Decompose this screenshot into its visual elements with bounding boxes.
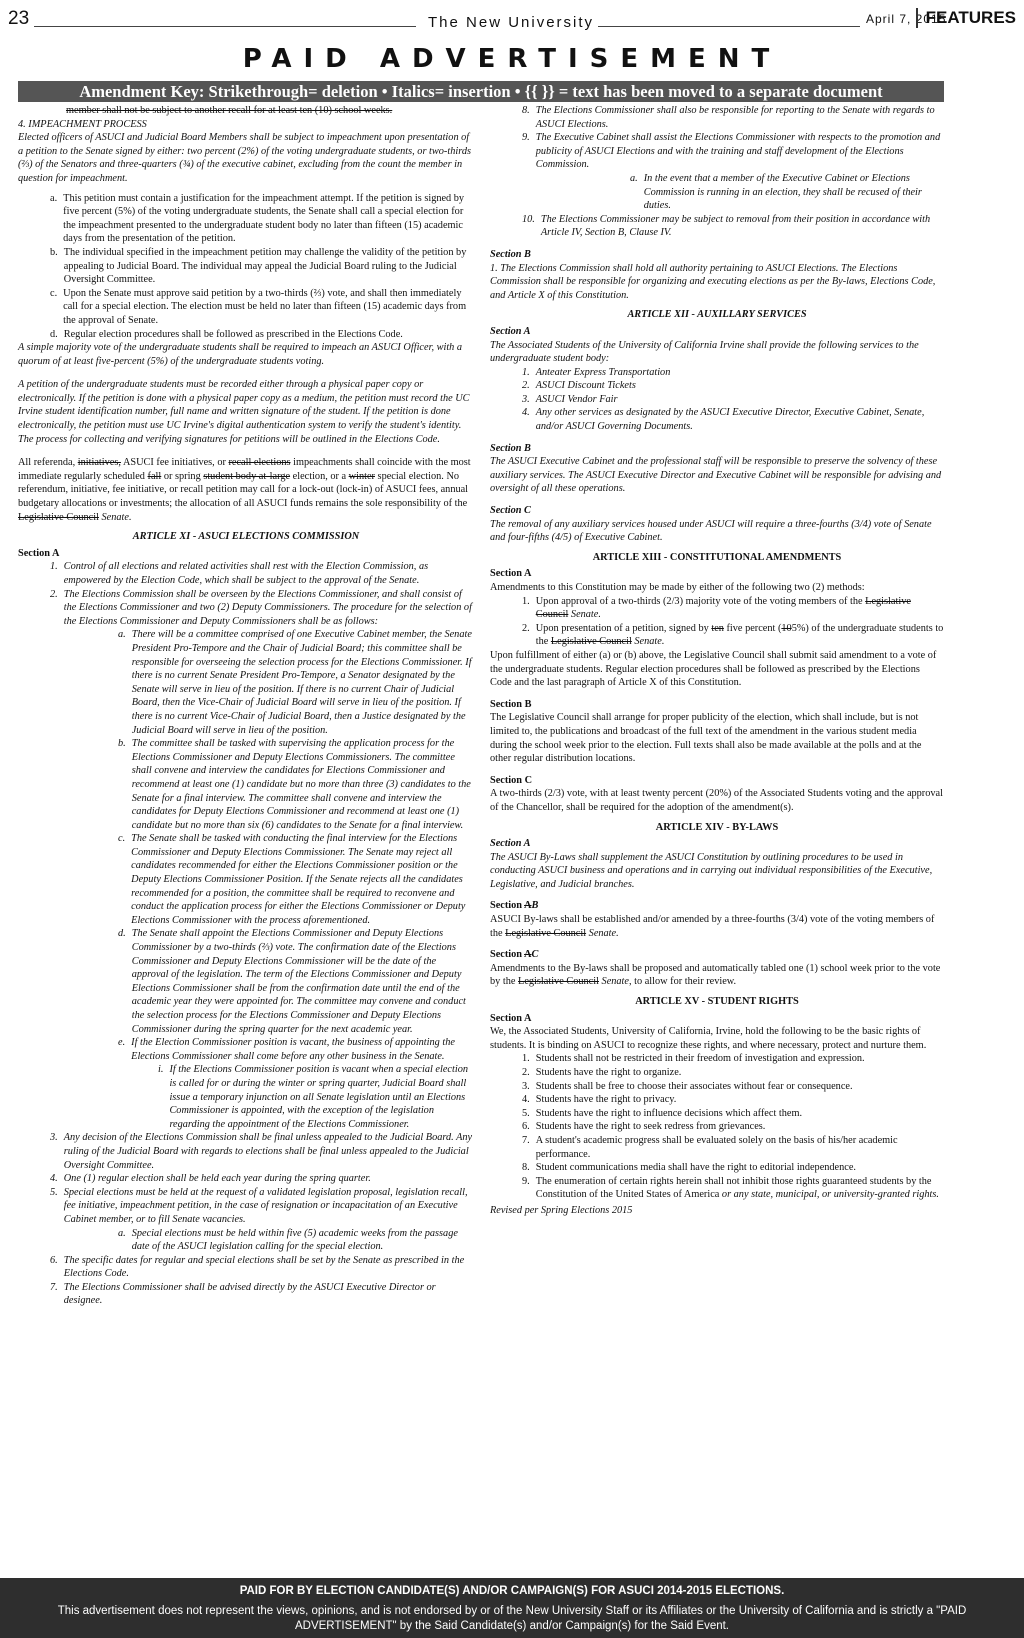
issue-date: April 7, 2015 [866, 12, 947, 26]
list-text: If the Election Commissioner position is vacant, the business of appointing the Elections Commissioner shall come before any other business in the Senate. [131, 1037, 455, 1062]
list-item [18, 1186, 474, 1227]
paid-footer [0, 1578, 1024, 1638]
list-number: 1. [522, 366, 530, 378]
list-item [490, 1161, 944, 1175]
list-text: Upon the Senate must approve said petition by a two-thirds (⅔) vote, and shall then immediately call for a special election. The election must be held no later than fifteen (15) academic days from the approval of Senate. [63, 287, 467, 326]
inserted-text: Senate. [98, 511, 132, 523]
list-text: The Elections Commissioner shall be advised directly by the ASUCI Executive Director or designee. [63, 1281, 436, 1307]
paper-name: The New University [428, 14, 595, 31]
deleted-text: A [524, 900, 532, 912]
article-xiii-section-a-text: Amendments to this Constitution may be made by either of the following two (2) methods: [490, 582, 865, 593]
deleted-text: initiatives, [77, 457, 121, 469]
deleted-text: Legislative Council [535, 595, 911, 621]
inserted-text: Senate [598, 976, 629, 988]
revised-note: Revised per Spring Elections 2015 [490, 1204, 633, 1216]
list-number: 4. [50, 1173, 58, 1185]
list-number: 9. [522, 132, 530, 144]
list-item [490, 1175, 944, 1202]
list-item [18, 737, 474, 832]
list-number: 5. [50, 1186, 58, 1198]
text-run: Upon approval of a two-thirds (2/3) majority vote of the voting members of the [535, 595, 866, 607]
list-text: Anteater Express Transportation [535, 366, 671, 378]
list-number: 4. [522, 407, 530, 419]
list-text: This petition must contain a justification for the impeachment attempt. If the petition is signed by five percent (5%) of the voting undergraduate students, the Senate shall call a special election for the impeachment presented to the undergraduate student body no later than fifteen (15) academic days from the presentation of the petition. [63, 192, 465, 245]
list-text: Special elections must be held within five (5) academic weeks from the passage date of the ASUCI legislation calling for the special election. [131, 1227, 458, 1253]
list-number: 1. [522, 595, 530, 607]
article-xiv-section-b-text [490, 913, 944, 940]
list-item [490, 131, 944, 172]
list-number: 2. [522, 622, 530, 634]
list-number: 10. [522, 213, 535, 225]
inserted-text: B [531, 900, 539, 912]
article-xiii-section-b-text: The Legislative Council shall arrange for proper publicity of the election, which shall include, but is not limited to, the publications and broadcast of the full text of the amendment in the various student media during the school week prior to the election. Full texts shall also be made available at the polls and at the other regular distribution locations. [490, 712, 922, 765]
list-number: d. [118, 928, 126, 940]
list-item [18, 560, 474, 587]
list-text: A student's academic progress shall be evaluated solely on the basis of his/her academic performance. [535, 1134, 898, 1160]
deleted-text: fall [147, 470, 162, 482]
text-run: 5%) of the undergraduate students to the [535, 622, 944, 648]
header-rule-right [598, 26, 860, 27]
section-b-label: Section B [490, 248, 531, 260]
list-number: 3. [522, 393, 530, 405]
deleted-text: ten [711, 622, 724, 634]
list-text: The Senate shall appoint the Elections Commissioner and Deputy Elections Commissioner by a two-thirds (⅔) vote. The confirmation date of the Elections Commissioner and Deputy Elections Commissioner will be the date of the approval of the legislation. The term of the Elections Commissioner and Deputy Elections Commissioner shall be from the confirmation date until the end of the academic year they were appointed for. The committee may convene and conduct the selection process for the Elections Commissioner and Deputy Elections Commissioner during the spring quarter for the next academic year. [131, 928, 466, 1035]
list-item [490, 104, 944, 131]
list-number: 3. [50, 1132, 58, 1144]
list-number: i. [158, 1064, 164, 1076]
list-text [536, 1175, 944, 1202]
list-text: Regular election procedures shall be followed as prescribed in the Elections Code. [63, 328, 403, 340]
list-number: 1. [50, 561, 58, 573]
article-xv-section-a-text: We, the Associated Students, University of California, Irvine, hold the following to be the basic rights of students. It is binding on ASUCI to recognize these rights, and where necessary, protect and nurture them. [490, 1026, 927, 1051]
list-text: Student communications media shall have the right to editorial independence. [535, 1162, 856, 1174]
list-item [490, 213, 944, 240]
list-text: The Senate shall be tasked with conducting the final interview for the Elections Commissioner and Deputy Elections Commissioner. The Senate may reject all candidates recommended for either the Elections Commissioner position or the Deputy Elections Commissioner Position. If the Senate rejects all the candidates recommended for a position, the committee shall be required to reconvene and conduct the application process for either the Elections Commissioner or Deputy Elections Commissioner with the process aforementioned. [131, 833, 466, 926]
deleted-text: recall elections [228, 457, 291, 469]
deleted-text: A [524, 949, 532, 961]
list-text: If the Elections Commissioner position is vacant when a special election is called for or during the winter or spring quarter, Judicial Board shall issue a temporary injunction on all Senate legislation until an Elections Commissioner is appointed, with the exception of the legislation regarding the appointment of the Elections Commissioner. [169, 1064, 469, 1130]
list-item [490, 1080, 944, 1094]
list-number: c. [50, 287, 58, 299]
list-text: The Elections Commission shall be overseen by the Elections Commissioner, and shall consist of the Elections Commissioner and two (2) Deputy Commissioners. The procedure for the selection of the Elections Commissioner and Deputy Commissioners shall be as follows: [63, 588, 472, 627]
ad-title: PAID ADVERTISEMENT [242, 44, 782, 74]
list-text: There will be a committee comprised of one Executive Cabinet member, the Senate President Pro-Tempore and the Chair of Judicial Board; this committee shall be responsible for overseeing the selection process for the Elections Commissioner. If there is no current Senate President Pro-Tempore, a Senator designated by the Senate will serve in lieu of the position. If there is no current Chair of Judicial Board, then the Vice-Chair of Judicial Board will serve in lieu of the position. If there is no current Vice-Chair of Judicial Board, then a Justice designated by the Judicial Board will serve in lieu of the position. [131, 629, 472, 736]
list-number: a. [630, 172, 638, 184]
article-xii-section-c: Section C [490, 505, 531, 517]
impeach-list [18, 192, 474, 342]
inserted-text: or any state, municipal, or university-granted rights. [719, 1189, 939, 1201]
page-header [8, 8, 1016, 34]
list-text: ASUCI Discount Tickets [535, 380, 636, 392]
text-run: All referenda, [18, 457, 78, 469]
list-item [490, 1120, 944, 1134]
list-item [18, 628, 474, 737]
list-number: d. [50, 328, 58, 340]
petition-para: A petition of the undergraduate students must be recorded either through a physical paper copy or electronically. If the petition is done with a physical paper copy as a medium, the petition must record the UC Irvine student identification number, full name and written signature of the student. If the petition is done electronically, the petition must use UC Irvine's digital authentication system to verify the student's identity. The process for collecting and verifying signatures for petitions will be outlined in the Elections Code. [18, 379, 470, 445]
list-text: The Elections Commissioner shall also be responsible for reporting to the Senate with regards to ASUCI Elections. [535, 105, 935, 130]
list-item [490, 1066, 944, 1080]
list-item [490, 406, 944, 433]
right-column [490, 104, 944, 1218]
section-b-text: 1. The Elections Commission shall hold all authority pertaining to ASUCI Elections. The Elections Commission shall be responsible for organizing and executing elections as per the By-laws, Elections Code, and Article X of this Constitution. [490, 262, 936, 301]
list-number: a. [118, 629, 126, 641]
article-xiii-section-c-text: A two-thirds (2/3) vote, with at least twenty percent (20%) of the Associated Students voting and the approval of the Chancellor, shall be required for the adoption of the amendment(s). [490, 788, 943, 813]
list-item [490, 1052, 944, 1066]
list-item [18, 1281, 474, 1308]
rights-list [490, 1052, 944, 1174]
list-item [490, 1093, 944, 1107]
text-run: special election. No referendum, initiative, fee initiative, or recall petition may call for a lock-out (lock-in) of ASUCI fees, annual budgetary allocations or investments; the allocation of all ASUCI funds remains the sole responsibility of the [18, 470, 469, 510]
list-number: 1. [522, 1053, 530, 1065]
text-run: or spring [161, 470, 204, 482]
article-xi-section-a: Section A [18, 547, 60, 559]
list-text: Students have the right to organize. [535, 1067, 682, 1078]
list-text: ASUCI Vendor Fair [535, 393, 618, 405]
list-number: a. [50, 192, 58, 204]
list-item [18, 246, 474, 287]
deleted-text: Legislative Council [518, 976, 599, 988]
deleted-text: Legislative Council [18, 511, 99, 523]
list-number: 8. [522, 1162, 530, 1174]
footer-disclaimer: This advertisement does not represent the views, opinions, and is not endorsed by or of the New University Staff or its Affiliates or the University of California and is strictly a "PAID ADVERTISEMENT" by the Said Candidate(s) and/or Campaign(s) for the Said Event. [57, 1605, 967, 1632]
text-run: ASUCI By-laws shall be established and/or amended by a three-fourths (3/4) vote of the voting members of the [490, 914, 935, 939]
left-column [18, 104, 474, 1308]
list-text: Control of all elections and related activities shall rest with the Election Commission, as empowered by the Election Code, which shall be subject to the approval of the Senate. [63, 561, 429, 586]
article-xii-section-c-text: The removal of any auxiliary services housed under ASUCI will require a three-fourths (3/4) vote of Senate and four-fifths (4/5) of Executive Cabinet. [490, 518, 932, 544]
list-item [490, 622, 944, 649]
list-item [18, 192, 474, 246]
article-xiv-title: ARTICLE XIV - BY-LAWS [655, 821, 779, 833]
list-text: The individual specified in the impeachment petition may challenge the validity of the petition by appealing to Judicial Board. The individual may appeal the Judicial Board ruling to the Judicial Oversight Committee. [63, 246, 467, 286]
text-run: five percent ( [723, 622, 782, 634]
text-run: ASUCI fee initiatives, or [120, 457, 229, 469]
list-item [18, 328, 474, 342]
article-xi-title: ARTICLE XI - ASUCI ELECTIONS COMMISSION [132, 531, 360, 543]
article-xv-section-a: Section A [490, 1012, 532, 1024]
struck-text: member shall not be subject to another recall for at least ten (10) school weeks. [66, 105, 393, 116]
list-number: e. [118, 1037, 126, 1049]
list-text: Special elections must be held at the request of a validated legislation proposal, legislation recall, fee initiative, impeachment petition, in the case of resignation or incapacitation of an Executive Cabinet member, or to fill Senate vacancies. [63, 1186, 468, 1225]
list-item [18, 1172, 474, 1186]
text-run: impeachments shall coincide with the most immediate regularly scheduled [18, 457, 471, 482]
list-text: The Elections Commissioner may be subject to removal from their position in accordance with Article IV, Section B, Clause IV. [540, 213, 931, 239]
amendment-key: Amendment Key: Strikethrough= deletion • Italics= insertion • {{ }} = text has been moved to a separate document [18, 81, 944, 102]
referenda-para [18, 456, 474, 524]
list-item [18, 1036, 474, 1063]
list-item [18, 1227, 474, 1254]
list-text: One (1) regular election shall be held each year during the spring quarter. [63, 1173, 371, 1185]
list-text: The committee shall be tasked with supervising the application process for the Elections Commissioner and Deputy Elections Commissioners. The committee shall convene and interview the candidates for Elections Commissioner and recommend at least one (1) candidate but no more than three (3) candidates to the Senate for a final interview. The committee shall convene and interview the candidates for Deputy Elections Commissioner and recommend at least one (1) candidate but no more than six (6) candidates to the Senate for a final interview. [131, 738, 471, 831]
list-item [18, 1063, 474, 1131]
article-xiv-section-a: Section A [490, 838, 531, 850]
list-text: Students shall not be restricted in their freedom of investigation and expression. [535, 1053, 865, 1065]
list-number: 4. [522, 1094, 530, 1106]
list-item [18, 832, 474, 927]
list-text [536, 622, 944, 649]
text-run: Section [490, 949, 525, 961]
list-item [490, 379, 944, 393]
list-text [536, 595, 944, 622]
list-item [490, 366, 944, 380]
article-xi-list [18, 560, 474, 1308]
list-item [490, 1107, 944, 1121]
article-xiii-title: ARTICLE XIII - CONSTITUTIONAL AMENDMENTS [592, 551, 842, 563]
section-name: FEATURES [916, 8, 1016, 28]
services-list [490, 366, 944, 434]
list-number: 7. [522, 1134, 530, 1146]
list-number: b. [50, 246, 58, 258]
list-number: a. [118, 1227, 126, 1239]
list-text: The Executive Cabinet shall assist the Elections Commissioner with respects to the promotion and publicity of ASUCI Elections and with the training and staff development of the Elections Commission. [535, 132, 941, 171]
list-text: Students shall be free to choose their associates without fear or consequence. [535, 1080, 853, 1092]
footer-line-1: PAID FOR BY ELECTION CANDIDATE(S) AND/OR CAMPAIGN(S) FOR ASUCI 2014-2015 ELECTIONS. [239, 1585, 785, 1597]
article-xiv-section-c-text [490, 962, 944, 989]
list-number: 2. [522, 380, 530, 392]
text-run: Section [490, 900, 525, 912]
text-run: Upon presentation of a petition, signed by [535, 622, 712, 634]
list-item [18, 927, 474, 1036]
article-xiii-after: Upon fulfillment of either (a) or (b) above, the Legislative Council shall submit said amendment to a vote of the undergraduate students. Regular election procedures shall be followed as prescribed by the Elections Code and the last paragraph of Article X of this Constitution. [490, 649, 937, 689]
list-number: 6. [522, 1121, 530, 1133]
deleted-text: winter [348, 470, 375, 482]
list-item [490, 393, 944, 407]
inserted-text: C [531, 949, 539, 961]
list-item [18, 287, 474, 328]
article-xii-section-a: Section A [490, 325, 531, 337]
header-rule-left [34, 26, 416, 27]
deleted-text: student body at-large [203, 470, 291, 482]
list-text: Any other services as designated by the ASUCI Executive Director, Executive Cabinet, Senate, and/or ASUCI Governing Documents. [535, 407, 925, 433]
text-run: election, or a [290, 470, 349, 482]
list-number: 5. [522, 1107, 530, 1119]
impeach-intro: Elected officers of ASUCI and Judicial Board Members shall be subject to impeachment upon presentation of a petition to the Senate signed by either: two percent (2%) of the voting undergraduate students, or two-thirds (⅔) of the Senators and three-quarters (¾) of the executive cabinet, excluding from the count the member in question for impeachment. [18, 132, 471, 184]
list-item [490, 172, 944, 213]
list-number: 2. [50, 588, 58, 600]
article-xii-title: ARTICLE XII - AUXILLARY SERVICES [627, 309, 807, 321]
text-run: Amendments to the By-laws shall be proposed and automatically tabled one (1) school week prior to the vote by the [490, 962, 941, 988]
text-run: The enumeration of certain rights herein shall not inhibit those rights guaranteed students by the Constitution of the United States of America [535, 1175, 932, 1201]
list-number: 7. [50, 1281, 58, 1293]
article-xv-title: ARTICLE XV - STUDENT RIGHTS [635, 996, 799, 1008]
list-text: In the event that a member of the Executive Cabinet or Elections Commission is running in an election, they shall be recused of their duties. [643, 172, 922, 212]
list-text: Any decision of the Elections Commission shall be final unless appealed to the Judicial Board. Any ruling of the Judicial Board with regards to elections shall be final unless appealed to the Judicial Oversight Committee. [63, 1132, 473, 1171]
list-text: Students have the right to influence decisions which affect them. [535, 1107, 803, 1119]
article-xii-section-b-text: The ASUCI Executive Cabinet and the professional staff will be responsible to preserve the solvency of these auxiliary services. The ASUCI Executive Director and Executive Cabinet will be responsible for advising and oversight of all these operations. [490, 456, 942, 495]
deleted-text: 10 [781, 622, 792, 634]
list-item [18, 1131, 474, 1172]
list-text: The specific dates for regular and special elections shall be set by the Senate as prescribed in the Elections Code. [63, 1254, 465, 1280]
inserted-text: Senate. [631, 636, 665, 648]
elections-list-cont [490, 104, 944, 240]
list-number: 8. [522, 105, 530, 116]
list-number: 2. [522, 1067, 530, 1078]
list-number: 9. [522, 1175, 530, 1187]
list-item [18, 588, 474, 629]
list-text: Students have the right to seek redress from grievances. [535, 1121, 766, 1133]
article-xiii-section-a: Section A [490, 568, 532, 580]
list-number: 6. [50, 1254, 58, 1266]
list-number: c. [118, 833, 126, 845]
article-xiii-section-b: Section B [490, 698, 532, 710]
article-xiv-section-a-text: The ASUCI By-Laws shall supplement the ASUCI Constitution by outlining procedures to be used in conducting ASUCI business and operations and in carrying out individual responsibilities of the Executive, Legislative, and Judicial branches. [490, 851, 933, 890]
list-item [490, 595, 944, 622]
list-number: b. [118, 738, 126, 750]
article-xiii-section-c: Section C [490, 774, 533, 786]
list-text: Students have the right to privacy. [535, 1094, 677, 1106]
list-item [490, 1134, 944, 1161]
list-item [18, 1254, 474, 1281]
page-number: 23 [8, 8, 30, 29]
majority-vote: A simple majority vote of the undergraduate students shall be required to impeach an ASUCI Officer, with a quorum of at least five-percent (5%) of the undergraduate students voting. [18, 342, 463, 367]
article-xii-section-a-text: The Associated Students of the University of California Irvine shall provide the following services to the undergraduate student body: [490, 339, 919, 365]
impeach-title: 4. IMPEACHMENT PROCESS [18, 118, 147, 130]
list-number: 3. [522, 1080, 530, 1092]
inserted-text: Senate. [586, 927, 619, 939]
deleted-text: Legislative Council [550, 636, 632, 648]
text-run: , to allow for their review. [629, 976, 737, 988]
article-xiv-section-c [490, 948, 944, 962]
inserted-text: Senate. [568, 609, 601, 621]
deleted-text: Legislative Council [505, 927, 587, 939]
article-xiv-section-b [490, 899, 944, 913]
article-xii-section-b: Section B [490, 442, 531, 454]
